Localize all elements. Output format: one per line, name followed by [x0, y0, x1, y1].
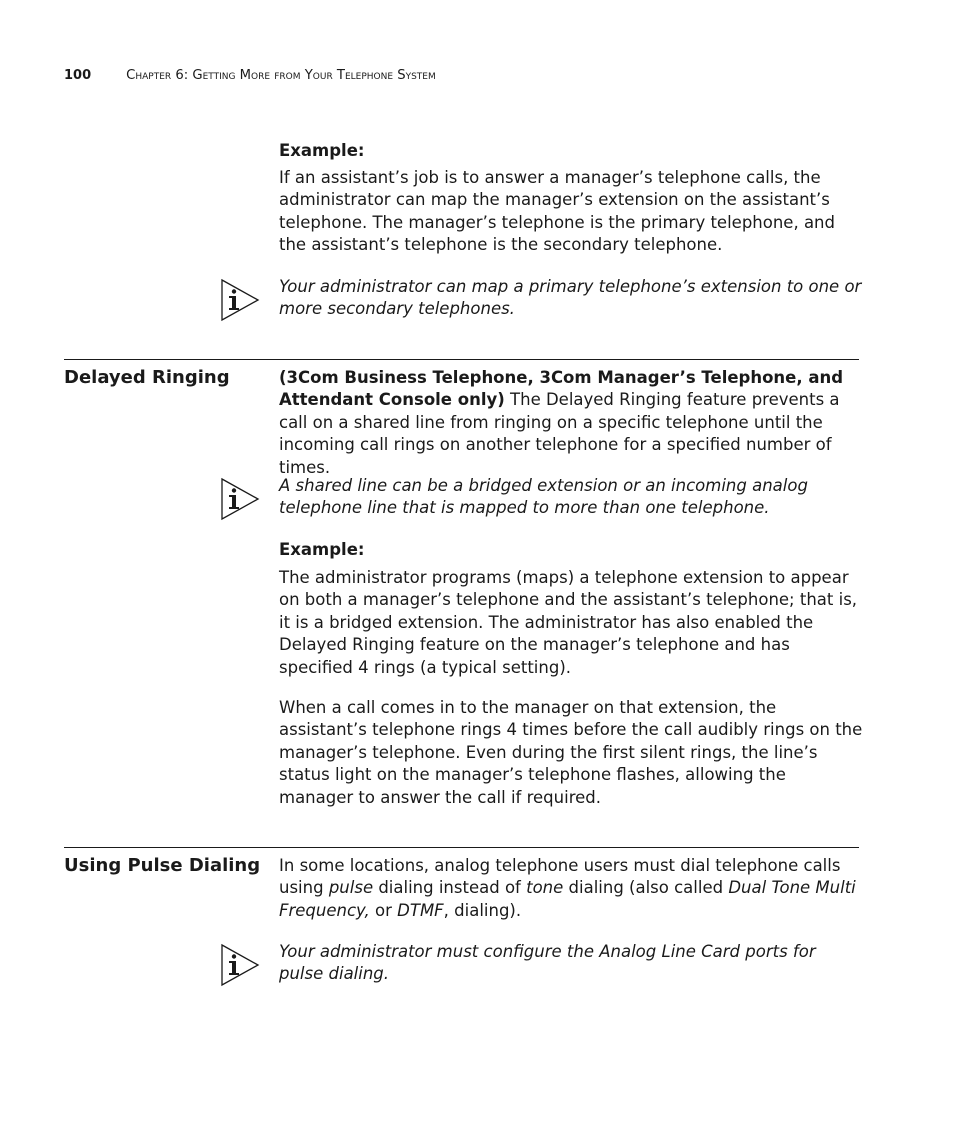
term-pulse: pulse — [328, 878, 374, 898]
note-text: Your administrator can map a primary telephone’s extension to one or more secondary telephones. — [279, 277, 862, 319]
text-run: In some locations, analog telephone users must dial telephone calls using — [279, 856, 841, 898]
pulse-dialing-paragraph — [279, 855, 864, 922]
chapter-title: Chapter 6: Getting More from Your Telephone System — [126, 68, 436, 83]
example-paragraph: If an assistant’s job is to answer a manager’s telephone calls, the administrator can map the manager’s extension on the assistant’s telephone. The manager’s telephone is the primary telephone, and the assistant’s telephone is the secondary telephone. — [279, 168, 835, 255]
section-divider — [64, 847, 859, 848]
term-tone: tone — [526, 878, 564, 898]
example-paragraph: When a call comes in to the manager on that extension, the assistant’s telephone rings 4 times before the call audibly rings on the manager’s telephone. Even during the first silent rings, the line’s status light on the manager’s telephone flashes, allowing the manager to answer the call if required. — [279, 698, 863, 807]
applicability-note: (3Com Business Telephone, 3Com Manager’s Telephone, and Attendant Console only) — [279, 368, 844, 410]
delayed-ringing-intro — [279, 367, 864, 479]
term-dtmf-full: Dual Tone Multi Frequency, — [279, 878, 856, 920]
term-dtmf: DTMF — [397, 900, 444, 920]
info-note-icon — [220, 943, 260, 987]
running-header — [64, 68, 436, 83]
example-label: Example: — [279, 141, 365, 160]
text-run: , dialing). — [443, 900, 522, 920]
text-run: dialing instead of — [373, 878, 527, 898]
note-text: Your administrator must configure the Analog Line Card ports for pulse dialing. — [279, 942, 816, 984]
text-run: dialing (also called — [563, 878, 729, 898]
section-title-pulse-dialing: Using Pulse Dialing — [64, 855, 261, 876]
example-label: Example: — [279, 540, 365, 559]
intro-text: The Delayed Ringing feature prevents a call on a shared line from ringing on a specific telephone until the incoming call rings on another telephone for a specified number of times. — [279, 390, 840, 477]
note-text: A shared line can be a bridged extension or an incoming analog telephone line that is mapped to more than one telephone. — [279, 476, 808, 518]
section-divider — [64, 359, 859, 360]
info-note-icon — [220, 477, 260, 521]
example-paragraph: The administrator programs (maps) a telephone extension to appear on both a manager’s telephone and the assistant’s telephone; that is, it is a bridged extension. The administrator has also enabled the Delayed Ringing feature on the manager’s telephone and has specified 4 rings (a typical setting). — [279, 568, 858, 677]
text-run: or — [369, 900, 398, 920]
section-title-delayed-ringing: Delayed Ringing — [64, 367, 230, 388]
page-number: 100 — [64, 68, 92, 83]
info-note-icon — [220, 278, 260, 322]
